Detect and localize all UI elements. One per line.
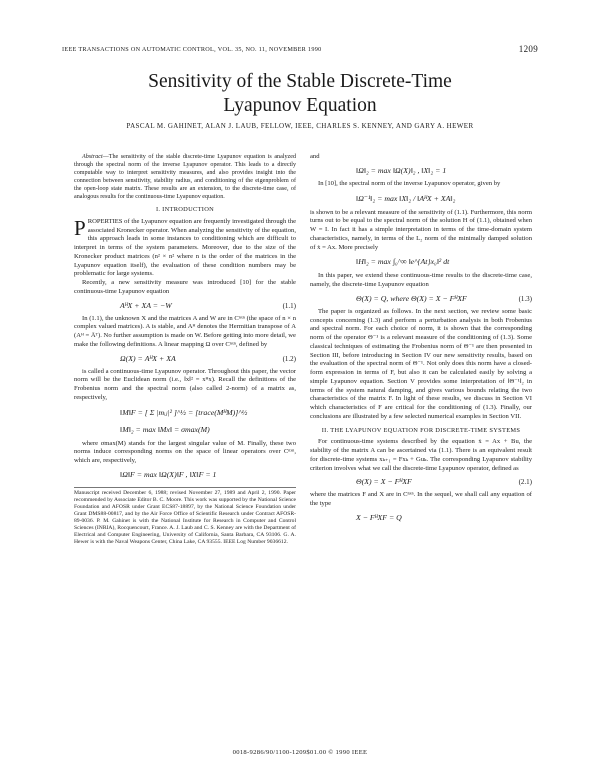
right-paragraph-3: In this paper, we extend these continuous-time results to the discrete-time case, namely, the discrete-time Lyapunov equation [310,272,532,288]
equation-spectral-norm: ‖M‖₂ = max ‖Mx‖ = σmax(M) [120,424,210,434]
right-paragraph-4: The paper is organized as follows. In the next section, we review some basic concepts concerning (1.3) and perform a perturbation analysis in both Frobenius and spectral norm. For each choice of norm, it is shown that the corresponding norm of the operator Θ⁻¹ is a relevant measure of the conditioning of (1.3). Some classical techniques of estimating the Frobenius norm of Θ⁻¹ are then presented in Section III, before introducing in Section IV our new sensitivity results, based on the evaluation of the spectral norm of Θ⁻¹. Not only does this norm have a closed-form expression in terms of F, but also it can be calculated easily by solving a simple Lyapunov equation. Section V provides some interpretation of ‖Θ⁻¹‖₂ in terms of the system natural damping, and gives various bounds relating the two characteristics of the matrix F. In light of these results, we discuss in Section VI which characteristics of F are critical for the conditioning of (1.3). Finally, our conclusions are illustrated by a few selected numerical examples in Section VII. [310,307,532,420]
intro-paragraph-3: In (1.1), the unknown X and the matrices A and W are in Cⁿˣⁿ (the space of n × n complex valued matrices). A is stable, and Aᴴ denotes the Hermitian transpose of A (Aᴴ = Āᵀ). No further assumption is made on W. Before getting into more detail, we make the following definitions. A linear mapping Ω over Cⁿˣⁿ, defined by [74,314,296,348]
equation-2-1-number: (2.1) [518,478,532,487]
author-line: PASCAL M. GAHINET, ALAN J. LAUB, FELLOW, IEEE, CHARLES S. KENNEY, AND GARY A. HEWER [126,122,474,130]
intro-paragraph-2: Recently, a new sensitivity measure was introduced [10] for the stable continuous-time Lyapunov equation [74,279,296,295]
equation-operator-spectral-norm: ‖Ω‖₂ = max ‖Ω(X)‖₂ , ‖X‖₂ = 1 [356,165,447,175]
right-paragraph-2: is shown to be a relevant measure of the sensitivity of (1.1). Furthermore, this norm turns out to be equal to the spectral norm of the solution H of (1.1), obtained when W = I. In fact it has a simple interpretation in terms of the time-domain system characteristics, namely, in terms of the L₂ norm of the minimally damped solution of ẋ = Ax. More precisely [310,208,532,251]
equation-inverse-operator-norm: ‖Ω⁻¹‖₂ = max ‖X‖₂ / ‖AᴴX + XA‖₂ [356,193,456,203]
equation-2-1 [310,476,532,488]
right-paragraph-1: In [10], the spectral norm of the inverse Lyapunov operator, given by [318,179,501,187]
equation-1-3-body: Θ(X) = Q, where Θ(X) = X − FᴴXF [356,293,467,303]
intro-paragraph-1-text: ROPERTIES of the Lyapunov equation are frequently investigated through the associated Kronecker operator. When analyzing the sensitivity of the equation, this approach leads in some instances to conditioning which are difficult to interpret in terms of the system parameters. Moreover, due to the size of the Kronecker product matrices (n² × n² where n is the order of the matrices in the Lyapunov equation itself), the evaluation of these condition numbers may be problematic for large systems. [74,217,296,278]
journal-line: IEEE TRANSACTIONS ON AUTOMATIC CONTROL, VOL. 35, NO. 11, NOVEMBER 1990 [62,46,322,53]
intro-paragraph-4: is called a continuous-time Lyapunov operator. Throughout this paper, the vector norm will be the Euclidean norm (i.e., ‖x‖² = xᴴx). Recall the definitions of the Frobenius norm and the spectral norm (also called 2-norm) of a matrix as, respectively, [74,367,296,401]
equation-1-2-body: Ω(X) = AᴴX + XA [120,353,176,363]
abstract [74,153,296,201]
intro-paragraph-1 [74,215,296,279]
equation-1-3-number: (1.3) [518,294,532,303]
section-heading-introduction: I. INTRODUCTION [155,206,215,213]
equation-operator-frobenius-norm: ‖Ω‖F = max ‖Ω(X)‖F , ‖X‖F = 1 [120,469,217,479]
equation-1-2 [74,353,296,365]
equation-1-2-number: (1.2) [282,354,296,363]
equation-h-norm: ‖H‖₂ = max ∫₀^∞ ‖e^{At}x₀‖² dt [356,257,450,267]
equation-1-1 [74,300,296,312]
abstract-text: —The sensitivity of the stable discrete-time Lyapunov equation is analyzed through the spectral norm of the inverse Lyapunov operator. This leads to a directly computable way to interpret sensitivity measures, and also provides insight into the connection between sensitivity, stability radius, and conditioning of the eigenproblem of the open-loop state matrix. These results are an extension, to the discrete-time case, of analogous results for the continuous-time Lyapunov equation. [74,154,296,200]
right-paragraph-6: where the matrices F and X are in Cⁿˣⁿ. In the sequel, we shall call any equation of the type [310,491,532,507]
right-paragraph-5: For continuous-time systems described by the equation ẋ = Ax + Bu, the stability of the matrix A can be ascertained via (1.1). There is an equivalent result for discrete-time systems xₖ₊₁ = Fxₖ + Guₖ. The corresponding Lyapunov stability criterion involves what we call the discrete-time Lyapunov operator, defined as [310,438,532,472]
drop-cap: P [74,215,86,240]
equation-2-1-body: Θ(X) = X − FᴴXF [356,477,412,487]
equation-frobenius-norm: ‖M‖F = [ Σ |mᵢⱼ|² ]^½ = [trace(MᴴM)]^½ [120,407,248,417]
footnote: Manuscript received December 6, 1988; revised November 27, 1989 and April 2, 1990. Paper recommended by Associate Editor B. C. Moore. This work was supported by the National Science Foundation and AFOSR under Grant ECS87-18897, by the National Science Foundation under Grant DMS88-00817, and by the Air Force Office of Scientific Research under Contract AFOSR-89-0036. P. M. Gahinet is with the National Institute for Research in Computer and Control Sciences (INRIA), Rocquencourt, France. A. J. Laub and C. S. Kenney are with the Department of Electrical and Computer Engineering, University of California, Santa Barbara, CA 93106. G. A. Hewer is with the Naval Weapons Center, China Lake, CA 93555. IEEE Log Number 9036612. [74,487,296,547]
page-number: 1209 [518,44,538,54]
right-and: and [310,153,320,160]
abstract-label: Abstract [82,154,103,160]
left-column [74,153,296,547]
equation-general-form: X − FᴴXF = Q [356,512,402,522]
intro-paragraph-5: where σmax(M) stands for the largest singular value of M. Finally, these two norms induce corresponding norms on the space of linear operators over Cⁿˣⁿ, which are, respectively, [74,439,296,464]
right-column [310,153,532,527]
paper-title [0,70,600,118]
equation-1-3 [310,293,532,305]
title-line-1: Sensitivity of the Stable Discrete-Time [148,71,452,92]
equation-1-1-number: (1.1) [282,301,296,310]
title-line-2: Lyapunov Equation [223,95,377,116]
equation-1-1-body: AᴴX + XA = −W [120,300,172,310]
running-header [62,44,538,56]
copyright-footer: 0018-9286/90/1100-1209$01.00 © 1990 IEEE [232,749,368,756]
section-heading-discrete-time: II. THE LYAPUNOV EQUATION FOR DISCRETE-TIME SYSTEMS [321,426,521,434]
